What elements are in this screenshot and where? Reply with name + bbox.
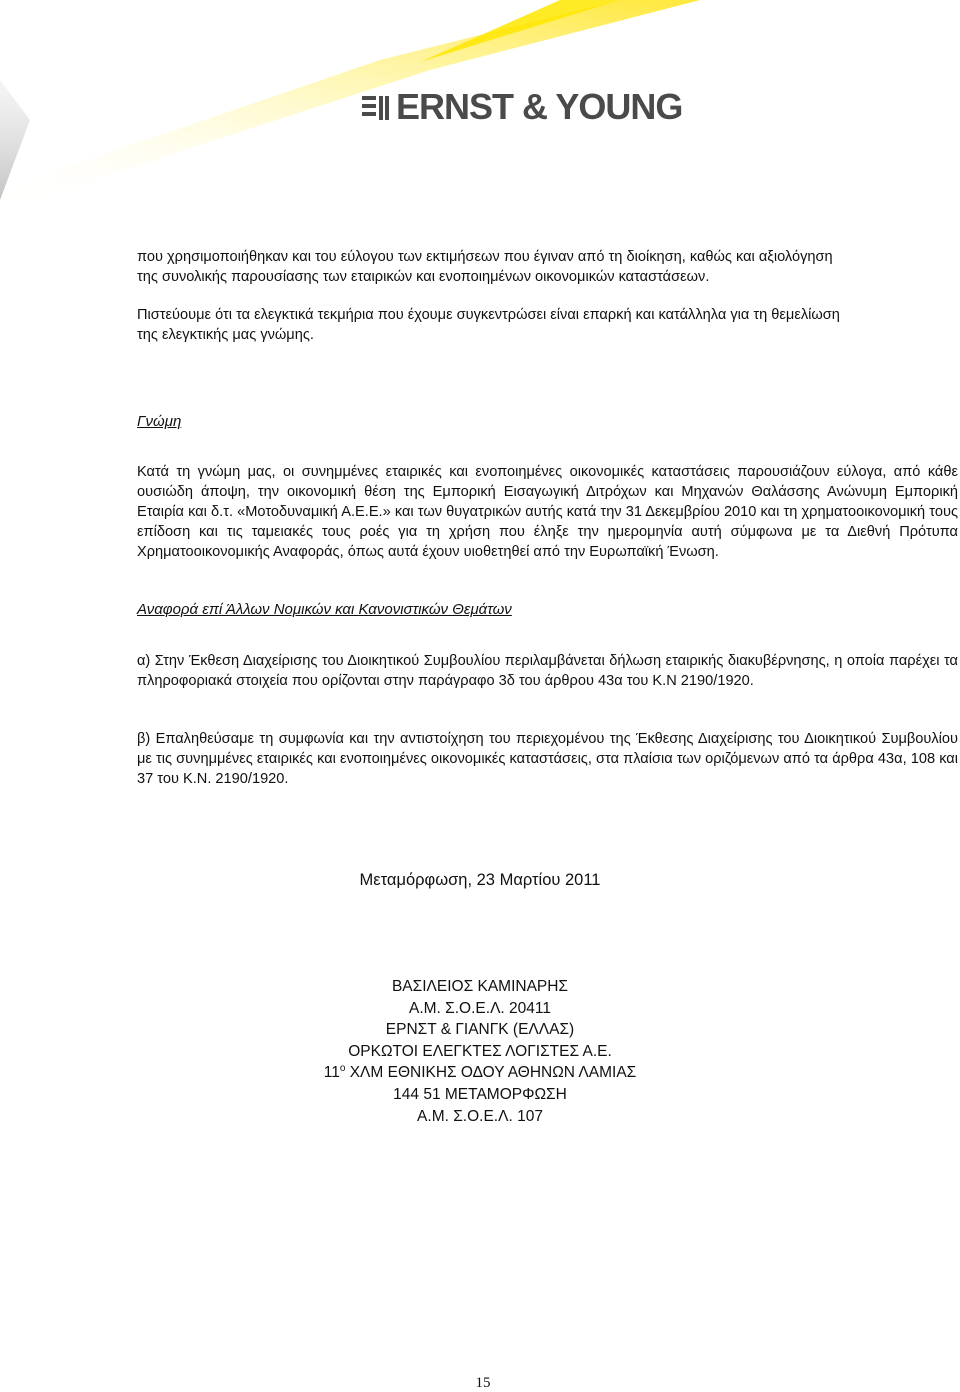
page-number: 15 xyxy=(475,1375,491,1391)
legal-item-a: α) Στην Έκθεση Διαχείρισης του Διοικητικού Συμβουλίου περιλαμβάνεται δήλωση εταιρικής διακυβέρνησης, η οποία παρέχει τα πληροφοριακά στοιχεία που ορίζονται στην παράγραφο 3δ του άρθρου 43α του Κ.Ν 2190/1920. xyxy=(137,653,958,689)
firm-address xyxy=(0,1062,960,1083)
company-logo-text: ERNST & YOUNG xyxy=(396,86,683,127)
opinion-heading: Γνώμη xyxy=(137,413,182,430)
date-place: Μεταμόρφωση, 23 Μαρτίου 2011 xyxy=(359,871,601,889)
ey-logo-mark-icon xyxy=(360,93,390,123)
legal-heading: Αναφορά επί Άλλων Νομικών και Κανονιστικών Θεμάτων xyxy=(137,601,512,618)
address-rest: ΧΛΜ ΕΘΝΙΚΗΣ ΟΔΟΥ ΑΘΗΝΩΝ ΛΑΜΙΑΣ xyxy=(345,1064,637,1081)
auditor-reg-number: Α.Μ. Σ.Ο.Ε.Λ. 20411 xyxy=(409,1000,551,1017)
address-number: 11 xyxy=(323,1064,340,1081)
legal-item-b: β) Επαληθεύσαμε τη συμφωνία και την αντιστοίχηση του περιεχομένου της Έκθεσης Διαχείρισης του Διοικητικού Συμβουλίου με τις συνημμένες εταιρικές και ενοποιημένες οικονομικές καταστάσεις, στα πλαίσια των οριζόμενων από τα άρθρα 43α, 108 και 37 του Κ.Ν. 2190/1920. xyxy=(137,731,958,787)
intro-line-1: που χρησιμοποιήθηκαν και του εύλογου των εκτιμήσεων που έγιναν από τη διοίκηση, καθώς και αξιολόγηση xyxy=(137,249,833,265)
intro-paragraph xyxy=(137,247,958,287)
intro-line-2: της συνολικής παρουσίασης των εταιρικών και ενοποιημένων οικονομικών καταστάσεων. xyxy=(137,269,710,285)
belief-line-1: Πιστεύουμε ότι τα ελεγκτικά τεκμήρια που έχουμε συγκεντρώσει είναι επαρκή και κατάλληλα για τη θεμελίωση xyxy=(137,307,840,323)
firm-postcode-city: 144 51 ΜΕΤΑΜΟΡΦΩΣΗ xyxy=(393,1086,567,1103)
address-superscript: ο xyxy=(339,1062,346,1074)
firm-name: ΕΡΝΣΤ & ΓΙΑΝΓΚ (ΕΛΛΑΣ) xyxy=(385,1021,575,1038)
firm-reg-number: Α.Μ. Σ.Ο.Ε.Λ. 107 xyxy=(417,1108,543,1125)
firm-type: ΟΡΚΩΤΟΙ ΕΛΕΓΚΤΕΣ ΛΟΓΙΣΤΕΣ Α.Ε. xyxy=(348,1043,612,1060)
opinion-paragraph: Κατά τη γνώμη μας, οι συνημμένες εταιρικές και ενοποιημένες οικονομικές καταστάσεις παρουσιάζουν εύλογα, από κάθε ουσιώδη άποψη, την οικονομική θέση της Εμπορική Εισαγωγική Διτρόχων και Μηχανών Θαλάσσης Ανώνυμη Εμπορική Εταιρία και δ.τ. «Μοτοδυναμική Α.Ε.Ε.» και των θυγατρικών αυτής κατά την 31 Δεκεμβρίου 2010 και τη χρηματοοικονομική τους επίδοση και τις ταμειακές τους ροές για τη χρήση που έληξε την ημερομηνία αυτή σύμφωνα με τα Διεθνή Πρότυπα Χρηματοοικονομικής Αναφοράς, όπως αυτά έχουν υιοθετηθεί από την Ευρωπαϊκή Ένωση. xyxy=(137,464,958,560)
belief-paragraph xyxy=(137,305,958,345)
belief-line-2: της ελεγκτικής μας γνώμης. xyxy=(137,327,314,343)
auditor-name: ΒΑΣΙΛΕΙΟΣ ΚΑΜΙΝΑΡΗΣ xyxy=(391,978,569,995)
yellow-beam-tip xyxy=(420,0,620,62)
